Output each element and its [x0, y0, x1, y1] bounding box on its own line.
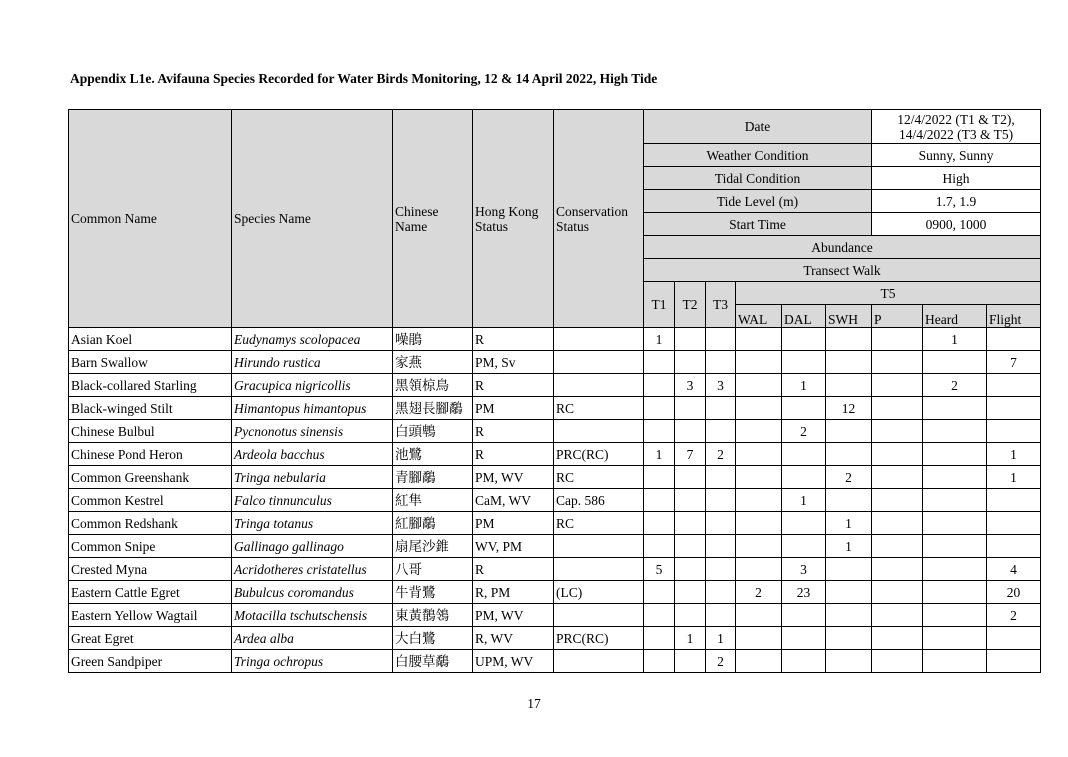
- cell-species-name: Acridotheres cristatellus: [232, 558, 393, 581]
- cell-chinese-name: 白頭鵯: [393, 420, 473, 443]
- col-t5-heard: Heard: [923, 305, 987, 328]
- cell-count: [872, 489, 923, 512]
- table-row: [69, 351, 1041, 374]
- col-species-name: Species Name: [232, 110, 393, 328]
- cell-count: [675, 535, 706, 558]
- cell-count: 1: [826, 535, 872, 558]
- cell-count: [736, 558, 782, 581]
- cell-count: [706, 351, 736, 374]
- cell-count: 4: [987, 558, 1041, 581]
- col-common-name: Common Name: [69, 110, 232, 328]
- cell-count: [675, 328, 706, 351]
- cell-count: [782, 650, 826, 673]
- cell-count: [826, 443, 872, 466]
- cell-count: 2: [826, 466, 872, 489]
- cell-count: [644, 489, 675, 512]
- cell-common-name: Eastern Cattle Egret: [69, 581, 232, 604]
- cell-count: [987, 420, 1041, 443]
- cell-count: [872, 466, 923, 489]
- cell-count: [872, 558, 923, 581]
- col-t5: T5: [736, 282, 1041, 305]
- cell-conservation-status: [554, 374, 644, 397]
- col-chinese-name: Chinese Name: [393, 110, 473, 328]
- cell-chinese-name: 八哥: [393, 558, 473, 581]
- cell-count: [782, 328, 826, 351]
- cell-count: [706, 581, 736, 604]
- cell-common-name: Green Sandpiper: [69, 650, 232, 673]
- cell-count: [782, 604, 826, 627]
- cell-count: [826, 351, 872, 374]
- cell-count: [736, 512, 782, 535]
- tidal-label: Tidal Condition: [644, 167, 872, 190]
- cell-count: 3: [706, 374, 736, 397]
- cell-count: 2: [736, 581, 782, 604]
- cell-common-name: Common Kestrel: [69, 489, 232, 512]
- cell-species-name: Tringa ochropus: [232, 650, 393, 673]
- cell-count: [675, 489, 706, 512]
- cell-chinese-name: 家燕: [393, 351, 473, 374]
- cell-conservation-status: [554, 558, 644, 581]
- table-row: [69, 650, 1041, 673]
- table-row: [69, 466, 1041, 489]
- cell-count: 1: [826, 512, 872, 535]
- cell-count: [872, 420, 923, 443]
- species-table: [68, 109, 1041, 673]
- cell-count: [826, 558, 872, 581]
- cell-hk-status: UPM, WV: [473, 650, 554, 673]
- cell-hk-status: CaM, WV: [473, 489, 554, 512]
- cell-count: 1: [644, 328, 675, 351]
- cell-count: [826, 328, 872, 351]
- cell-count: [923, 351, 987, 374]
- cell-chinese-name: 紅隼: [393, 489, 473, 512]
- abundance-header: Abundance: [644, 236, 1041, 259]
- cell-species-name: Ardea alba: [232, 627, 393, 650]
- cell-count: [923, 512, 987, 535]
- page-title: Appendix L1e. Avifauna Species Recorded for Water Birds Monitoring, 12 & 14 April 2022, High Tide: [70, 71, 658, 86]
- cell-species-name: Eudynamys scolopacea: [232, 328, 393, 351]
- cell-chinese-name: 東黃鶺鴒: [393, 604, 473, 627]
- cell-hk-status: PM, WV: [473, 466, 554, 489]
- cell-hk-status: PM, WV: [473, 604, 554, 627]
- cell-count: [872, 512, 923, 535]
- cell-count: [923, 397, 987, 420]
- tide-level-label: Tide Level (m): [644, 190, 872, 213]
- cell-count: [923, 604, 987, 627]
- cell-species-name: Pycnonotus sinensis: [232, 420, 393, 443]
- cell-species-name: Bubulcus coromandus: [232, 581, 393, 604]
- cell-count: [872, 535, 923, 558]
- cell-common-name: Great Egret: [69, 627, 232, 650]
- cell-count: [675, 420, 706, 443]
- cell-count: 1: [706, 627, 736, 650]
- cell-count: [923, 466, 987, 489]
- cell-count: [987, 650, 1041, 673]
- cell-chinese-name: 紅腳鷸: [393, 512, 473, 535]
- cell-conservation-status: [554, 420, 644, 443]
- cell-count: [782, 397, 826, 420]
- cell-count: 1: [987, 443, 1041, 466]
- cell-count: [736, 535, 782, 558]
- cell-count: 1: [923, 328, 987, 351]
- cell-count: [736, 443, 782, 466]
- cell-hk-status: R: [473, 374, 554, 397]
- cell-count: [872, 604, 923, 627]
- cell-count: [782, 512, 826, 535]
- cell-count: [923, 443, 987, 466]
- cell-common-name: Black-winged Stilt: [69, 397, 232, 420]
- cell-count: [736, 374, 782, 397]
- cell-conservation-status: Cap. 586: [554, 489, 644, 512]
- table-row: [69, 420, 1041, 443]
- cell-count: [923, 650, 987, 673]
- cell-count: [644, 627, 675, 650]
- cell-count: [872, 443, 923, 466]
- cell-chinese-name: 池鷺: [393, 443, 473, 466]
- col-hk-status: Hong Kong Status: [473, 110, 554, 328]
- cell-count: 23: [782, 581, 826, 604]
- cell-count: [987, 374, 1041, 397]
- cell-count: [644, 535, 675, 558]
- cell-count: [644, 420, 675, 443]
- cell-hk-status: R, WV: [473, 627, 554, 650]
- cell-hk-status: R: [473, 558, 554, 581]
- cell-conservation-status: RC: [554, 512, 644, 535]
- cell-conservation-status: PRC(RC): [554, 627, 644, 650]
- cell-chinese-name: 扇尾沙錐: [393, 535, 473, 558]
- cell-species-name: Tringa nebularia: [232, 466, 393, 489]
- cell-count: [782, 466, 826, 489]
- cell-count: [706, 420, 736, 443]
- cell-common-name: Chinese Bulbul: [69, 420, 232, 443]
- cell-count: 1: [782, 374, 826, 397]
- cell-count: [706, 489, 736, 512]
- cell-hk-status: PM: [473, 512, 554, 535]
- table-row: [69, 558, 1041, 581]
- table-row: [69, 627, 1041, 650]
- table-row: [69, 374, 1041, 397]
- cell-chinese-name: 牛背鷺: [393, 581, 473, 604]
- cell-species-name: Hirundo rustica: [232, 351, 393, 374]
- cell-conservation-status: (LC): [554, 581, 644, 604]
- tide-level-value: 1.7, 1.9: [872, 190, 1041, 213]
- cell-count: [706, 397, 736, 420]
- cell-count: [736, 489, 782, 512]
- transect-walk-header: Transect Walk: [644, 259, 1041, 282]
- table-row: [69, 535, 1041, 558]
- cell-common-name: Asian Koel: [69, 328, 232, 351]
- cell-common-name: Common Redshank: [69, 512, 232, 535]
- cell-conservation-status: [554, 604, 644, 627]
- date-label: Date: [644, 110, 872, 144]
- page-number: 17: [527, 696, 541, 711]
- cell-count: [872, 328, 923, 351]
- cell-count: 5: [644, 558, 675, 581]
- col-t5-dal: DAL: [782, 305, 826, 328]
- cell-count: [706, 535, 736, 558]
- cell-count: 7: [987, 351, 1041, 374]
- start-time-label: Start Time: [644, 213, 872, 236]
- cell-count: [706, 558, 736, 581]
- cell-count: [872, 627, 923, 650]
- table-row: [69, 443, 1041, 466]
- cell-count: [826, 420, 872, 443]
- col-t5-swh: SWH: [826, 305, 872, 328]
- cell-count: 2: [782, 420, 826, 443]
- cell-hk-status: R, PM: [473, 581, 554, 604]
- cell-count: [826, 650, 872, 673]
- table-row: [69, 604, 1041, 627]
- cell-common-name: Barn Swallow: [69, 351, 232, 374]
- cell-count: [987, 512, 1041, 535]
- cell-count: [644, 512, 675, 535]
- cell-count: 2: [987, 604, 1041, 627]
- cell-count: [987, 328, 1041, 351]
- cell-count: 2: [706, 443, 736, 466]
- cell-count: [826, 627, 872, 650]
- table-header: [69, 110, 1041, 328]
- cell-count: [736, 650, 782, 673]
- cell-common-name: Chinese Pond Heron: [69, 443, 232, 466]
- cell-count: 2: [706, 650, 736, 673]
- cell-count: [923, 535, 987, 558]
- cell-count: [706, 466, 736, 489]
- cell-count: [644, 581, 675, 604]
- cell-species-name: Ardeola bacchus: [232, 443, 393, 466]
- col-t5-wal: WAL: [736, 305, 782, 328]
- cell-count: [923, 581, 987, 604]
- cell-count: [675, 351, 706, 374]
- col-t1: T1: [644, 282, 675, 328]
- cell-hk-status: PM: [473, 397, 554, 420]
- cell-count: [736, 397, 782, 420]
- cell-count: [644, 374, 675, 397]
- cell-count: [782, 627, 826, 650]
- table-row: [69, 512, 1041, 535]
- cell-conservation-status: RC: [554, 397, 644, 420]
- cell-chinese-name: 黑領椋鳥: [393, 374, 473, 397]
- cell-count: [782, 535, 826, 558]
- col-t3: T3: [706, 282, 736, 328]
- cell-count: [826, 604, 872, 627]
- cell-count: 12: [826, 397, 872, 420]
- cell-count: 7: [675, 443, 706, 466]
- cell-count: [736, 420, 782, 443]
- col-conservation-status: Conservation Status: [554, 110, 644, 328]
- start-time-value: 0900, 1000: [872, 213, 1041, 236]
- col-t2: T2: [675, 282, 706, 328]
- cell-count: [675, 581, 706, 604]
- cell-count: [736, 604, 782, 627]
- cell-count: [872, 374, 923, 397]
- table-row: [69, 581, 1041, 604]
- cell-count: [706, 328, 736, 351]
- cell-conservation-status: [554, 650, 644, 673]
- col-t5-flight: Flight: [987, 305, 1041, 328]
- cell-count: [826, 489, 872, 512]
- cell-species-name: Gracupica nigricollis: [232, 374, 393, 397]
- cell-count: [987, 535, 1041, 558]
- cell-common-name: Common Snipe: [69, 535, 232, 558]
- cell-hk-status: PM, Sv: [473, 351, 554, 374]
- cell-count: 20: [987, 581, 1041, 604]
- cell-count: [675, 604, 706, 627]
- cell-count: 1: [644, 443, 675, 466]
- cell-count: [782, 443, 826, 466]
- cell-chinese-name: 黑翅長腳鷸: [393, 397, 473, 420]
- cell-chinese-name: 白腰草鷸: [393, 650, 473, 673]
- cell-count: [736, 351, 782, 374]
- table-row: [69, 489, 1041, 512]
- cell-count: [675, 558, 706, 581]
- cell-count: [872, 351, 923, 374]
- cell-chinese-name: 青腳鷸: [393, 466, 473, 489]
- cell-count: [923, 489, 987, 512]
- cell-count: [987, 489, 1041, 512]
- cell-species-name: Falco tinnunculus: [232, 489, 393, 512]
- cell-conservation-status: [554, 351, 644, 374]
- weather-value: Sunny, Sunny: [872, 144, 1041, 167]
- cell-count: 1: [987, 466, 1041, 489]
- cell-hk-status: WV, PM: [473, 535, 554, 558]
- cell-count: [675, 397, 706, 420]
- date-value: 12/4/2022 (T1 & T2), 14/4/2022 (T3 & T5): [872, 110, 1041, 144]
- table-row: [69, 328, 1041, 351]
- cell-count: [872, 650, 923, 673]
- cell-count: [923, 420, 987, 443]
- cell-chinese-name: 大白鷺: [393, 627, 473, 650]
- cell-count: 2: [923, 374, 987, 397]
- cell-conservation-status: [554, 535, 644, 558]
- cell-count: [826, 374, 872, 397]
- cell-common-name: Common Greenshank: [69, 466, 232, 489]
- cell-count: [644, 397, 675, 420]
- col-t5-p: P: [872, 305, 923, 328]
- cell-count: 3: [675, 374, 706, 397]
- cell-count: [644, 466, 675, 489]
- cell-count: [644, 604, 675, 627]
- cell-species-name: Himantopus himantopus: [232, 397, 393, 420]
- cell-count: [706, 512, 736, 535]
- cell-hk-status: R: [473, 443, 554, 466]
- cell-common-name: Black-collared Starling: [69, 374, 232, 397]
- table-row: [69, 397, 1041, 420]
- cell-hk-status: R: [473, 420, 554, 443]
- cell-count: [872, 581, 923, 604]
- tidal-value: High: [872, 167, 1041, 190]
- cell-count: [923, 558, 987, 581]
- cell-count: [872, 397, 923, 420]
- cell-species-name: Gallinago gallinago: [232, 535, 393, 558]
- cell-count: [675, 650, 706, 673]
- cell-count: [644, 351, 675, 374]
- cell-count: [644, 650, 675, 673]
- cell-common-name: Eastern Yellow Wagtail: [69, 604, 232, 627]
- cell-count: [987, 627, 1041, 650]
- cell-count: [675, 512, 706, 535]
- cell-count: [736, 466, 782, 489]
- cell-species-name: Motacilla tschutschensis: [232, 604, 393, 627]
- cell-conservation-status: [554, 328, 644, 351]
- cell-chinese-name: 噪鵑: [393, 328, 473, 351]
- cell-conservation-status: PRC(RC): [554, 443, 644, 466]
- cell-count: [923, 627, 987, 650]
- cell-count: [736, 328, 782, 351]
- cell-count: [736, 627, 782, 650]
- cell-conservation-status: RC: [554, 466, 644, 489]
- cell-count: [826, 581, 872, 604]
- cell-count: [987, 397, 1041, 420]
- cell-count: 1: [782, 489, 826, 512]
- cell-species-name: Tringa totanus: [232, 512, 393, 535]
- table-body: [69, 328, 1041, 673]
- cell-count: [782, 351, 826, 374]
- cell-common-name: Crested Myna: [69, 558, 232, 581]
- cell-count: [706, 604, 736, 627]
- cell-hk-status: R: [473, 328, 554, 351]
- cell-count: 1: [675, 627, 706, 650]
- weather-label: Weather Condition: [644, 144, 872, 167]
- cell-count: [675, 466, 706, 489]
- cell-count: 3: [782, 558, 826, 581]
